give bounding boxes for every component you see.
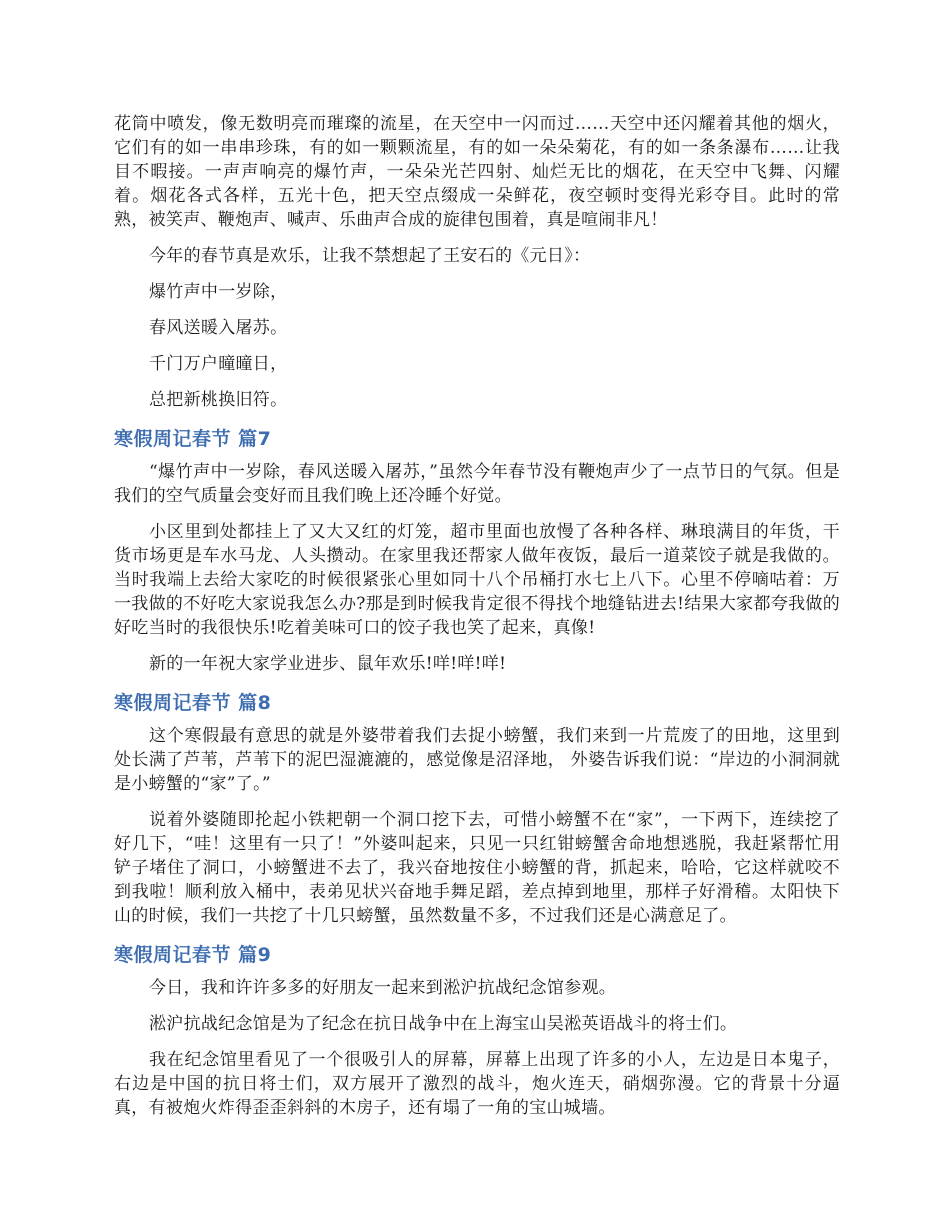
paragraph: 这个寒假最有意思的就是外婆带着我们去捉小螃蟹，我们来到一片荒废了的田地，这里到处长满了芦苇，芦苇下的泥巴湿漉漉的，感觉像是沼泽地， 外婆告诉我们说：“岸边的小洞洞就是小螃蟹的“家”了。” (114, 726, 840, 794)
section-heading: 寒假周记春节 篇9 (114, 944, 272, 966)
paragraph: 我在纪念馆里看见了一个很吸引人的屏幕，屏幕上出现了许多的小人，左边是日本鬼子，右边是中国的抗日将士们，双方展开了激烈的战斗，炮火连天，硝烟弥漫。它的背景十分逼真，有被炮火炸得歪歪斜斜的木房子，还有塌了一角的宝山城墙。 (114, 1050, 840, 1118)
section-heading: 寒假周记春节 篇8 (114, 692, 272, 714)
poem-line: 爆竹声中一岁除， (149, 282, 288, 302)
poem-line: 总把新桃换旧符。 (149, 390, 288, 410)
poem-line: 千门万户曈曈日， (149, 354, 288, 374)
section-heading: 寒假周记春节 篇7 (114, 428, 272, 450)
paragraph: 淞沪抗战纪念馆是为了纪念在抗日战争中在上海宝山吴淞英语战斗的将士们。 (149, 1014, 738, 1034)
paragraph: 今年的春节真是欢乐，让我不禁想起了王安石的《元日》： (149, 246, 591, 266)
paragraph: 小区里到处都挂上了又大又红的灯笼，超市里面也放慢了各种各样、琳琅满目的年货，干货市场更是车水马龙、人头攒动。在家里我还帮家人做年夜饭，最后一道菜饺子就是我做的。当时我端上去给大家吃的时候很紧张心里如同十八个吊桶打水七上八下。心里不停嘀咕着：万一我做的不好吃大家说我怎么办?那是到时候我肯定很不得找个地缝钻进去!结果大家都夸我做的好吃当时的我很快乐!吃着美味可口的饺子我也笑了起来，真像! (114, 522, 840, 638)
paragraph: 花筒中喷发，像无数明亮而璀璨的流星，在天空中一闪而过……天空中还闪耀着其他的烟火，它们有的如一串串珍珠，有的如一颗颗流星，有的如一朵朵菊花，有的如一条条瀑布……让我目不暇接。一声声响亮的爆竹声，一朵朵光芒四射、灿烂无比的烟花，在天空中飞舞、闪耀着。烟花各式各样，五光十色，把天空点缀成一朵鲜花，夜空顿时变得光彩夺目。此时的常熟，被笑声、鞭炮声、喊声、乐曲声合成的旋律包围着，真是喧闹非凡！ (114, 114, 840, 230)
paragraph: 说着外婆随即抡起小铁耙朝一个洞口挖下去，可惜小螃蟹不在“家”，一下两下，连续挖了好几下，“哇！这里有一只了！”外婆叫起来，只见一只红钳螃蟹舍命地想逃脱，我赶紧帮忙用铲子堵住了洞口，小螃蟹进不去了，我兴奋地按住小螃蟹的背，抓起来，哈哈，它这样就咬不到我啦！顺利放入桶中，表弟见状兴奋地手舞足蹈，差点掉到地里，那样子好滑稽。太阳快下山的时候，我们一共挖了十几只螃蟹，虽然数量不多，不过我们还是心满意足了。 (114, 810, 840, 926)
poem-line: 春风送暖入屠苏。 (149, 318, 288, 338)
paragraph: 新的一年祝大家学业进步、鼠年欢乐!咩!咩!咩! (149, 654, 507, 674)
paragraph: “爆竹声中一岁除，春风送暖入屠苏，”虽然今年春节没有鞭炮声少了一点节日的气氛。但是我们的空气质量会变好而且我们晚上还冷睡个好觉。 (114, 462, 840, 506)
paragraph: 今日，我和许许多多的好朋友一起来到淞沪抗战纪念馆参观。 (149, 978, 617, 998)
document-body (114, 112, 840, 1120)
